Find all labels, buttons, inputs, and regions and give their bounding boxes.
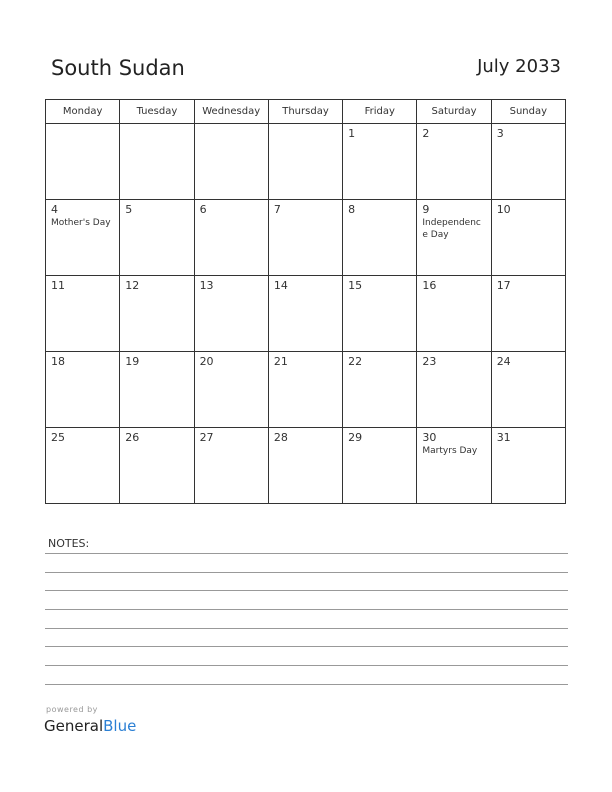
day-number: 19	[125, 355, 140, 368]
day-cell	[120, 200, 194, 276]
holiday-label: Independence Day	[422, 218, 481, 240]
day-cell	[491, 352, 565, 428]
weekday-header: Sunday	[491, 100, 565, 124]
month-title: July 2033	[477, 56, 561, 77]
notes-label: NOTES:	[48, 537, 90, 550]
note-line	[45, 609, 568, 610]
day-number: 25	[51, 431, 65, 444]
weekday-header: Friday	[343, 100, 417, 124]
day-cell	[120, 124, 194, 200]
day-cell	[343, 276, 417, 352]
day-cell	[46, 276, 120, 352]
day-number: 12	[125, 279, 140, 292]
day-cell	[194, 428, 268, 504]
day-cell	[194, 124, 268, 200]
weekday-header: Thursday	[268, 100, 342, 124]
day-cell	[46, 352, 120, 428]
day-cell	[46, 124, 120, 200]
country-title: South Sudan	[51, 56, 185, 80]
day-number: 10	[496, 203, 511, 216]
day-cell	[268, 276, 342, 352]
day-cell	[268, 428, 342, 504]
day-cell	[491, 200, 565, 276]
holiday-label: Martyrs Day	[422, 446, 478, 456]
day-cell	[120, 352, 194, 428]
day-number: 23	[422, 355, 437, 368]
day-cell	[491, 428, 565, 504]
week-row	[46, 428, 566, 504]
day-cell	[491, 276, 565, 352]
day-number: 29	[348, 431, 363, 444]
day-number: 9	[422, 203, 430, 216]
day-cell	[343, 352, 417, 428]
day-cell	[194, 276, 268, 352]
day-number: 17	[496, 279, 511, 292]
day-number: 4	[51, 203, 58, 216]
day-number: 11	[51, 279, 65, 292]
note-line	[45, 628, 568, 629]
week-row	[46, 352, 566, 428]
brand-general: General	[44, 717, 104, 735]
day-cell	[417, 352, 491, 428]
day-number: 21	[273, 355, 288, 368]
day-number: 30	[422, 431, 437, 444]
day-cell	[268, 124, 342, 200]
note-line	[45, 572, 568, 573]
brand-blue: Blue	[103, 717, 137, 735]
day-cell	[417, 124, 491, 200]
day-number: 28	[273, 431, 288, 444]
powered-by-text: powered by	[46, 705, 98, 714]
day-cell	[46, 428, 120, 504]
day-number: 5	[125, 203, 133, 216]
day-cell	[417, 276, 491, 352]
day-cell	[343, 200, 417, 276]
day-number: 1	[348, 127, 356, 140]
day-cell	[268, 352, 342, 428]
weekday-header: Tuesday	[120, 100, 194, 124]
day-cell	[194, 200, 268, 276]
weekday-header: Saturday	[417, 100, 491, 124]
calendar-grid	[45, 99, 566, 504]
note-line	[45, 665, 568, 666]
weekday-header-row	[46, 100, 566, 124]
day-cell	[268, 200, 342, 276]
day-number: 14	[273, 279, 288, 292]
day-cell	[120, 276, 194, 352]
day-cell	[120, 428, 194, 504]
day-number: 8	[348, 203, 356, 216]
day-number: 3	[496, 127, 504, 140]
week-row	[46, 124, 566, 200]
day-number: 6	[199, 203, 207, 216]
day-cell	[417, 200, 491, 276]
week-row	[46, 200, 566, 276]
day-number: 2	[422, 127, 430, 140]
weekday-header: Monday	[46, 100, 120, 124]
day-cell	[343, 124, 417, 200]
weekday-header: Wednesday	[194, 100, 268, 124]
day-number: 18	[51, 355, 65, 368]
day-number: 16	[422, 279, 437, 292]
day-number: 26	[125, 431, 140, 444]
day-cell	[417, 428, 491, 504]
day-number: 27	[199, 431, 214, 444]
note-line	[45, 590, 568, 591]
holiday-label: Mother's Day	[51, 218, 111, 228]
day-number: 7	[273, 203, 281, 216]
day-cell	[343, 428, 417, 504]
note-line	[45, 646, 568, 647]
day-number: 22	[348, 355, 363, 368]
day-number: 15	[348, 279, 363, 292]
generalblue-logo[interactable]	[44, 717, 136, 735]
day-number: 20	[199, 355, 214, 368]
day-number: 24	[496, 355, 511, 368]
day-cell	[491, 124, 565, 200]
day-number: 31	[496, 431, 511, 444]
week-row	[46, 276, 566, 352]
day-cell	[194, 352, 268, 428]
note-line	[45, 553, 568, 554]
day-number: 13	[199, 279, 214, 292]
note-line	[45, 684, 568, 685]
day-cell	[46, 200, 120, 276]
